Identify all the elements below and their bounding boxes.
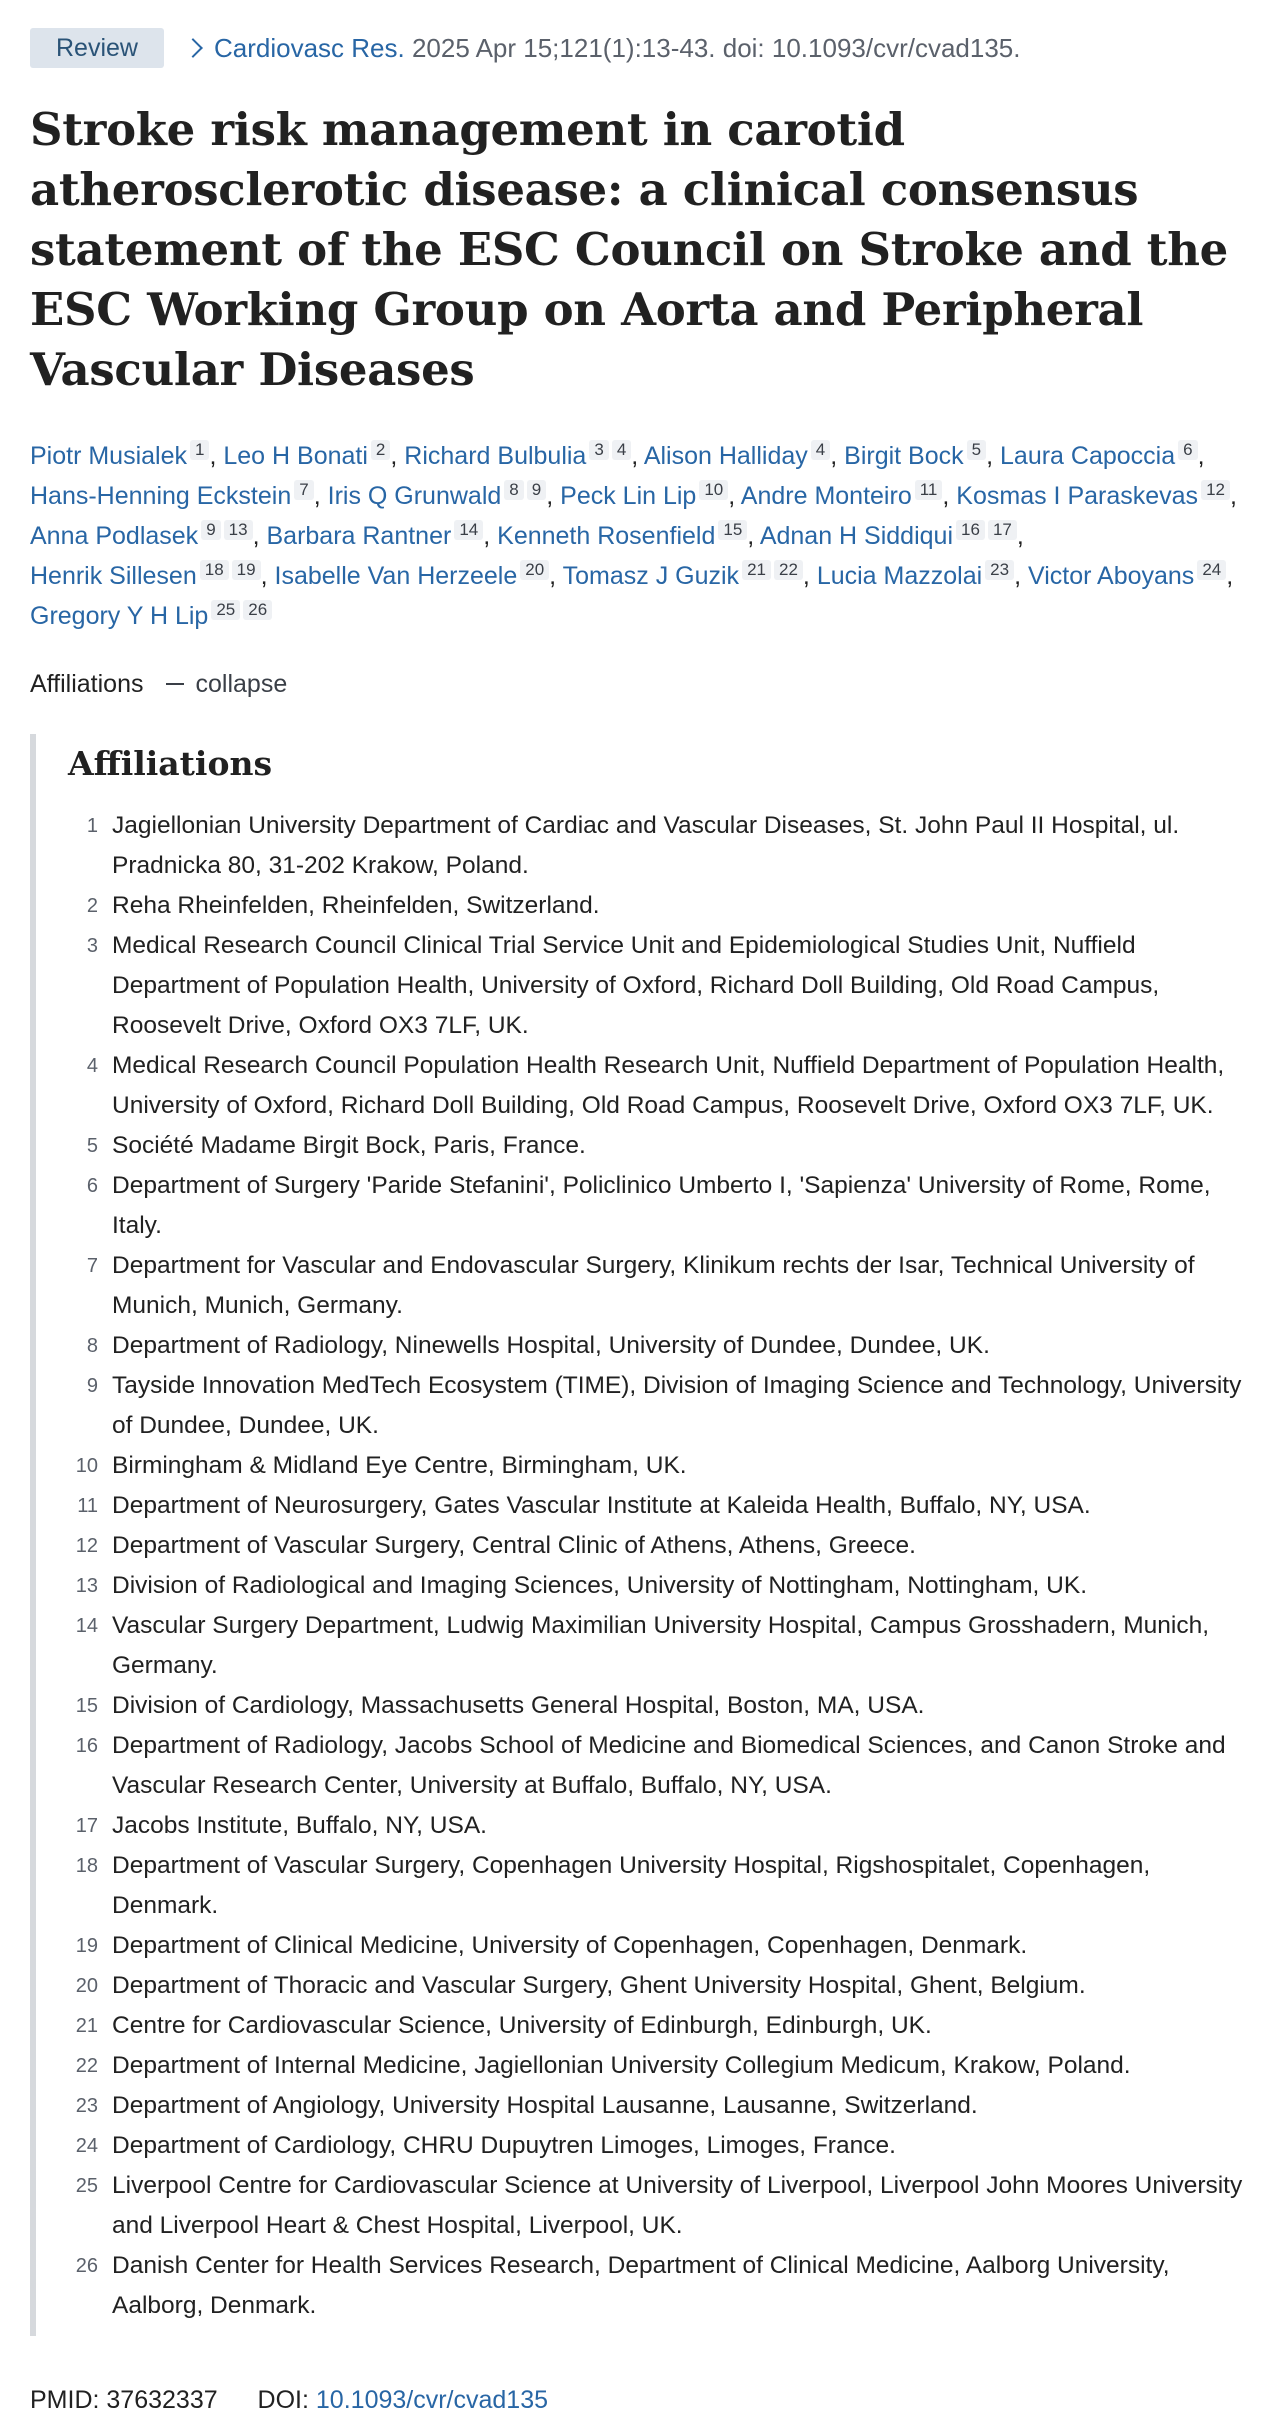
- affiliation-text: Liverpool Centre for Cardiovascular Science at University of Liverpool, Liverpool John Moores University and Liverpool Heart & Chest Hospital, Liverpool, UK.: [112, 2172, 1243, 2239]
- affiliation-number: 22: [75, 2055, 98, 2077]
- affiliation-text: Department of Angiology, University Hospital Lausanne, Lausanne, Switzerland.: [112, 2092, 978, 2119]
- author-name-link[interactable]: Henrik Sillesen: [30, 562, 197, 590]
- affiliation-ref[interactable]: 11: [915, 480, 943, 500]
- author-item: [563, 562, 810, 590]
- author-item: [30, 602, 272, 630]
- affiliation-number: 13: [75, 1575, 98, 1597]
- affiliation-ref[interactable]: 18: [200, 560, 229, 580]
- affiliation-ref[interactable]: 15: [718, 520, 747, 540]
- affiliation-number: 3: [86, 935, 98, 957]
- affiliation-text: Department of Neurosurgery, Gates Vascular Institute at Kaleida Health, Buffalo, NY, USA.: [112, 1492, 1091, 1519]
- affiliations-heading: Affiliations: [68, 744, 273, 783]
- affiliation-text: Division of Radiological and Imaging Sciences, University of Nottingham, Nottingham, UK.: [112, 1572, 1088, 1599]
- affiliation-ref[interactable]: 8: [504, 480, 523, 500]
- affiliation-item: [68, 2126, 1250, 2166]
- affiliation-item: [68, 1926, 1250, 1966]
- affiliation-text: Société Madame Birgit Bock, Paris, France.: [112, 1132, 586, 1159]
- affiliation-item: [68, 1446, 1250, 1486]
- affiliation-number: 7: [86, 1255, 98, 1277]
- author-name-link[interactable]: Kenneth Rosenfield: [497, 522, 716, 550]
- affiliation-item: [68, 1726, 1250, 1806]
- affiliation-ref[interactable]: 21: [742, 560, 771, 580]
- author-separator: ,: [1226, 562, 1234, 590]
- author-separator: ,: [549, 562, 557, 590]
- author-separator: ,: [631, 442, 639, 470]
- affiliation-number: 19: [75, 1935, 98, 1957]
- citation-details-text: 2025 Apr 15;121(1):13-43. doi: 10.1093/cvr/cvad135.: [411, 33, 1021, 63]
- author-name-link[interactable]: Isabelle Van Herzeele: [274, 562, 518, 590]
- author-name-link[interactable]: Hans-Henning Eckstein: [30, 482, 292, 510]
- affiliation-item: [68, 926, 1250, 1046]
- author-item: [328, 482, 554, 510]
- author-name-link[interactable]: Laura Capoccia: [1000, 442, 1176, 470]
- author-name-link[interactable]: Barbara Rantner: [266, 522, 452, 550]
- author-item: [266, 522, 490, 550]
- affiliation-text: Danish Center for Health Services Research, Department of Clinical Medicine, Aalborg University, Aalborg, Denmark.: [112, 2252, 1170, 2319]
- affiliation-item: [68, 2246, 1250, 2326]
- affiliation-ref[interactable]: 12: [1201, 480, 1230, 500]
- affiliation-number: 15: [75, 1695, 98, 1717]
- author-separator: ,: [313, 482, 321, 510]
- affiliation-item: [68, 886, 1250, 926]
- article-identifiers: [30, 2380, 1250, 2420]
- author-name-link[interactable]: Lucia Mazzolai: [816, 562, 983, 590]
- affiliation-number: 12: [75, 1535, 98, 1557]
- affiliation-number: 14: [75, 1615, 98, 1637]
- author-separator: ,: [1229, 482, 1237, 510]
- affiliation-ref[interactable]: 9: [527, 480, 546, 500]
- affiliation-text: Jagiellonian University Department of Cardiac and Vascular Diseases, St. John Paul II Hospital, ul. Pradnicka 80, 31-202 Krakow, Poland.: [112, 812, 1180, 879]
- affiliation-item: [68, 1166, 1250, 1246]
- affiliation-ref[interactable]: 1: [190, 440, 209, 460]
- affiliation-text: Jacobs Institute, Buffalo, NY, USA.: [112, 1812, 487, 1839]
- affiliation-item: [68, 1686, 1250, 1726]
- author-name-link[interactable]: Gregory Y H Lip: [30, 602, 209, 630]
- affiliation-item: [68, 1846, 1250, 1926]
- affiliation-item: [68, 2086, 1250, 2126]
- author-name-link[interactable]: Anna Podlasek: [30, 522, 199, 550]
- affiliation-number: 6: [86, 1175, 98, 1197]
- pmid-label: PMID:: [30, 2386, 100, 2414]
- affiliation-item: [68, 1966, 1250, 2006]
- author-separator: ,: [252, 522, 260, 550]
- author-separator: ,: [986, 442, 994, 470]
- affiliation-item: [68, 1806, 1250, 1846]
- affiliation-text: Department of Cardiology, CHRU Dupuytren Limoges, Limoges, France.: [112, 2132, 896, 2159]
- author-item: [560, 482, 735, 510]
- affiliation-ref[interactable]: 16: [956, 520, 985, 540]
- pmid-value: 37632337: [106, 2386, 218, 2414]
- author-item: [497, 522, 754, 550]
- author-item: [1028, 562, 1233, 590]
- author-name-link[interactable]: Adnan H Siddiqui: [759, 522, 954, 550]
- affiliation-text: Department of Thoracic and Vascular Surgery, Ghent University Hospital, Ghent, Belgium.: [112, 1972, 1086, 1999]
- author-item: [30, 482, 321, 510]
- affiliation-item: [68, 1486, 1250, 1526]
- author-name-link[interactable]: Birgit Bock: [844, 442, 964, 470]
- affiliation-ref[interactable]: 19: [232, 560, 261, 580]
- author-item: [30, 562, 268, 590]
- minus-icon: [166, 683, 184, 686]
- affiliation-text: Birmingham & Midland Eye Centre, Birmingham, UK.: [112, 1452, 687, 1479]
- author-separator: ,: [830, 442, 838, 470]
- author-separator: ,: [802, 562, 810, 590]
- article-title: Stroke risk management in carotid atherosclerotic disease: a clinical consensus statement of the ESC Council on Stroke and the ESC Working Group on Aorta and Peripheral Vascular Diseases: [30, 103, 1228, 396]
- author-separator: ,: [728, 482, 736, 510]
- affiliation-text: Division of Cardiology, Massachusetts General Hospital, Boston, MA, USA.: [112, 1692, 925, 1719]
- affiliation-text: Medical Research Council Population Health Research Unit, Nuffield Department of Population Health, University of Oxford, Richard Doll Building, Old Road Campus, Roosevelt Drive, Oxford OX3 7LF, UK.: [112, 1052, 1225, 1119]
- author-name-link[interactable]: Tomasz J Guzik: [562, 562, 740, 590]
- affiliation-text: Tayside Innovation MedTech Ecosystem (TIME), Division of Imaging Science and Technology, University of Dundee, Dundee, UK.: [112, 1372, 1242, 1439]
- affiliation-number: 26: [75, 2255, 98, 2277]
- author-item: [760, 522, 1024, 550]
- author-item: [30, 522, 260, 550]
- affiliation-number: 5: [86, 1135, 98, 1157]
- author-item: [817, 562, 1021, 590]
- author-item: [223, 442, 397, 470]
- affiliation-ref[interactable]: 17: [988, 520, 1017, 540]
- collapse-button[interactable]: collapse: [195, 670, 288, 698]
- author-separator: ,: [546, 482, 554, 510]
- author-name-link[interactable]: Peck Lin Lip: [560, 482, 697, 510]
- affiliation-number: 4: [86, 1055, 98, 1077]
- affiliation-item: [68, 1326, 1250, 1366]
- author-item: [404, 442, 638, 470]
- doi-link[interactable]: 10.1093/cvr/cvad135: [315, 2386, 549, 2414]
- author-name-link[interactable]: Richard Bulbulia: [404, 442, 587, 470]
- author-name-link[interactable]: Leo H Bonati: [223, 442, 368, 470]
- citation-header: [30, 0, 1250, 68]
- author-separator: ,: [260, 562, 268, 590]
- affiliation-text: Department of Internal Medicine, Jagiellonian University Collegium Medicum, Krakow, Poland.: [112, 2052, 1131, 2079]
- affiliations-panel: [30, 734, 1250, 2336]
- affiliation-number: 20: [75, 1975, 98, 1997]
- author-separator: ,: [1016, 522, 1024, 550]
- author-item: [844, 442, 993, 470]
- author-name-link[interactable]: Piotr Musialek: [30, 442, 187, 470]
- chevron-right-icon: [183, 38, 203, 58]
- affiliation-ref[interactable]: 24: [1197, 560, 1226, 580]
- author-item: [30, 442, 216, 470]
- affiliation-number: 16: [75, 1735, 98, 1757]
- journal-link[interactable]: Cardiovasc Res.: [213, 33, 405, 63]
- affiliation-text: Department of Radiology, Ninewells Hospital, University of Dundee, Dundee, UK.: [112, 1332, 990, 1359]
- affiliation-ref[interactable]: 6: [1178, 440, 1197, 460]
- affiliation-number: 23: [75, 2095, 98, 2117]
- affiliation-text: Reha Rheinfelden, Rheinfelden, Switzerland.: [112, 892, 600, 919]
- affiliation-ref[interactable]: 7: [294, 480, 313, 500]
- author-separator: ,: [747, 522, 755, 550]
- affiliation-number: 9: [86, 1375, 98, 1397]
- affiliation-number: 18: [75, 1855, 98, 1877]
- affiliation-ref[interactable]: 26: [243, 600, 272, 620]
- article-type-badge: Review: [30, 28, 164, 68]
- affiliation-number: 2: [86, 895, 98, 917]
- author-item: [741, 482, 950, 510]
- affiliation-ref[interactable]: 10: [699, 480, 728, 500]
- affiliation-text: Department of Vascular Surgery, Central Clinic of Athens, Athens, Greece.: [112, 1532, 916, 1559]
- affiliation-ref[interactable]: 9: [201, 520, 220, 540]
- affiliation-ref[interactable]: 5: [967, 440, 986, 460]
- affiliation-item: [68, 1566, 1250, 1606]
- doi-label: DOI:: [257, 2386, 309, 2414]
- author-separator: ,: [390, 442, 398, 470]
- affiliation-ref[interactable]: 14: [454, 520, 483, 540]
- affiliation-item: [68, 2166, 1250, 2246]
- affiliation-text: Department of Radiology, Jacobs School of Medicine and Biomedical Sciences, and Canon Stroke and Vascular Research Center, University at Buffalo, Buffalo, NY, USA.: [112, 1732, 1226, 1799]
- affiliation-text: Medical Research Council Clinical Trial Service Unit and Epidemiological Studies Unit, Nuffield Department of Population Health, University of Oxford, Richard Doll Building, Old Road Campus, Roosevelt Drive, Oxford OX3 7LF, UK.: [112, 932, 1160, 1039]
- author-name-link[interactable]: Victor Aboyans: [1028, 562, 1195, 590]
- author-name-link[interactable]: Andre Monteiro: [740, 482, 912, 510]
- affiliation-number: 8: [86, 1335, 98, 1357]
- affiliation-item: [68, 1126, 1250, 1166]
- author-item: [1000, 442, 1205, 470]
- affiliation-ref[interactable]: 4: [612, 440, 631, 460]
- affiliation-number: 25: [75, 2175, 98, 2197]
- author-separator: ,: [942, 482, 950, 510]
- affiliation-ref[interactable]: 20: [520, 560, 549, 580]
- author-separator: ,: [209, 442, 217, 470]
- affiliation-item: [68, 1366, 1250, 1446]
- affiliation-number: 21: [75, 2015, 98, 2037]
- affiliation-ref[interactable]: 23: [985, 560, 1014, 580]
- author-name-link[interactable]: Kosmas I Paraskevas: [956, 482, 1199, 510]
- affiliation-item: [68, 1606, 1250, 1686]
- affiliation-item: [68, 1246, 1250, 1326]
- affiliations-toggle[interactable]: [30, 664, 1250, 704]
- author-item: [644, 442, 837, 470]
- affiliation-text: Department of Vascular Surgery, Copenhagen University Hospital, Rigshospitalet, Copenhagen, Denmark.: [112, 1852, 1151, 1919]
- affiliation-number: 24: [75, 2135, 98, 2157]
- affiliation-number: 11: [77, 1495, 98, 1517]
- affiliation-ref[interactable]: 3: [589, 440, 608, 460]
- author-name-link[interactable]: Alison Halliday: [643, 442, 808, 470]
- author-separator: ,: [483, 522, 491, 550]
- affiliation-number: 17: [75, 1815, 98, 1837]
- authors-list: [30, 436, 1250, 636]
- affiliation-text: Vascular Surgery Department, Ludwig Maximilian University Hospital, Campus Grosshadern, Munich, Germany.: [112, 1612, 1210, 1679]
- citation-details: [405, 28, 1021, 68]
- author-item: [275, 562, 557, 590]
- affiliation-number: 1: [86, 815, 98, 837]
- affiliation-item: [68, 806, 1250, 886]
- author-item: [956, 482, 1237, 510]
- author-separator: ,: [1014, 562, 1022, 590]
- affiliation-item: [68, 2046, 1250, 2086]
- affiliation-item: [68, 1526, 1250, 1566]
- affiliation-text: Department of Surgery 'Paride Stefanini', Policlinico Umberto I, 'Sapienza' University of Rome, Rome, Italy.: [112, 1172, 1211, 1239]
- affiliations-toggle-label: Affiliations: [30, 670, 144, 698]
- affiliation-ref[interactable]: 4: [811, 440, 830, 460]
- affiliation-text: Centre for Cardiovascular Science, University of Edinburgh, Edinburgh, UK.: [112, 2012, 932, 2039]
- affiliation-ref[interactable]: 22: [774, 560, 803, 580]
- affiliations-list: [68, 806, 1250, 2326]
- author-name-link[interactable]: Iris Q Grunwald: [327, 482, 502, 510]
- affiliation-ref[interactable]: 13: [224, 520, 253, 540]
- affiliation-item: [68, 1046, 1250, 1126]
- affiliation-text: Department of Clinical Medicine, University of Copenhagen, Copenhagen, Denmark.: [112, 1932, 1028, 1959]
- affiliation-ref[interactable]: 25: [211, 600, 240, 620]
- affiliation-ref[interactable]: 2: [371, 440, 390, 460]
- affiliation-item: [68, 2006, 1250, 2046]
- affiliation-number: 10: [75, 1455, 98, 1477]
- affiliation-text: Department for Vascular and Endovascular Surgery, Klinikum rechts der Isar, Technical University of Munich, Munich, Germany.: [112, 1252, 1195, 1319]
- author-separator: ,: [1197, 442, 1205, 470]
